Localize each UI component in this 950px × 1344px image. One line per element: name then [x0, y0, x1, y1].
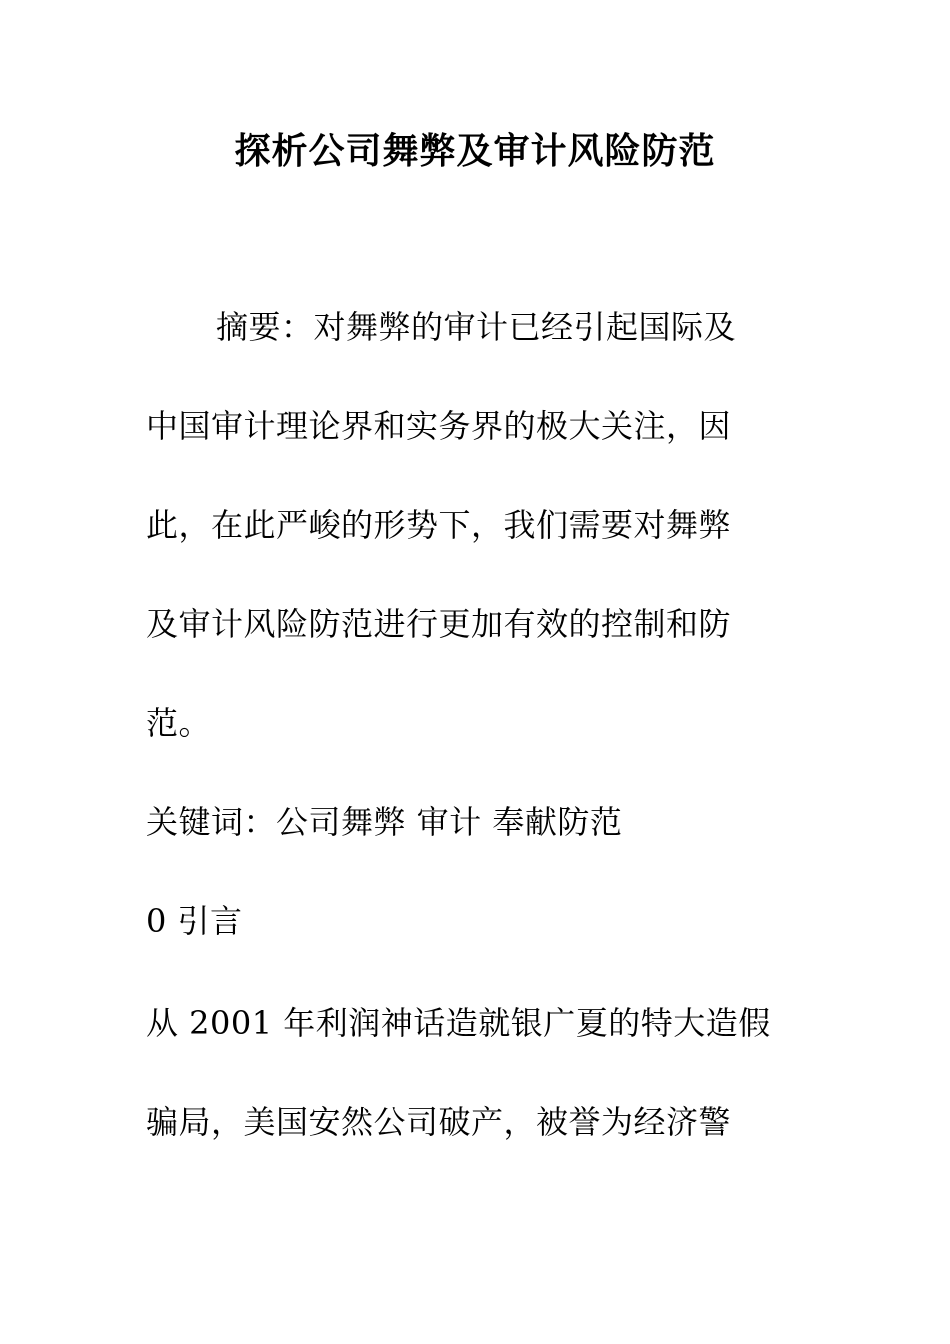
abstract-line-2: 中国审计理论界和实务界的极大关注，因 [146, 407, 732, 445]
section-heading-intro: 0 引言 [146, 902, 243, 940]
keywords-line: 关键词：公司舞弊 审计 奉献防范 [146, 803, 623, 841]
body-line-1: 从 2001 年利润神话造就银广夏的特大造假 [146, 1004, 771, 1042]
document-title: 探析公司舞弊及审计风险防范 [234, 131, 716, 172]
abstract-line-1: 摘要：对舞弊的审计已经引起国际及 [216, 308, 737, 346]
abstract-line-4: 及审计风险防范进行更加有效的控制和防 [146, 605, 732, 643]
abstract-line-3: 此，在此严峻的形势下，我们需要对舞弊 [146, 506, 732, 544]
body-line-2: 骗局，美国安然公司破产，被誉为经济警 [146, 1103, 732, 1141]
abstract-line-5: 范。 [146, 704, 212, 742]
